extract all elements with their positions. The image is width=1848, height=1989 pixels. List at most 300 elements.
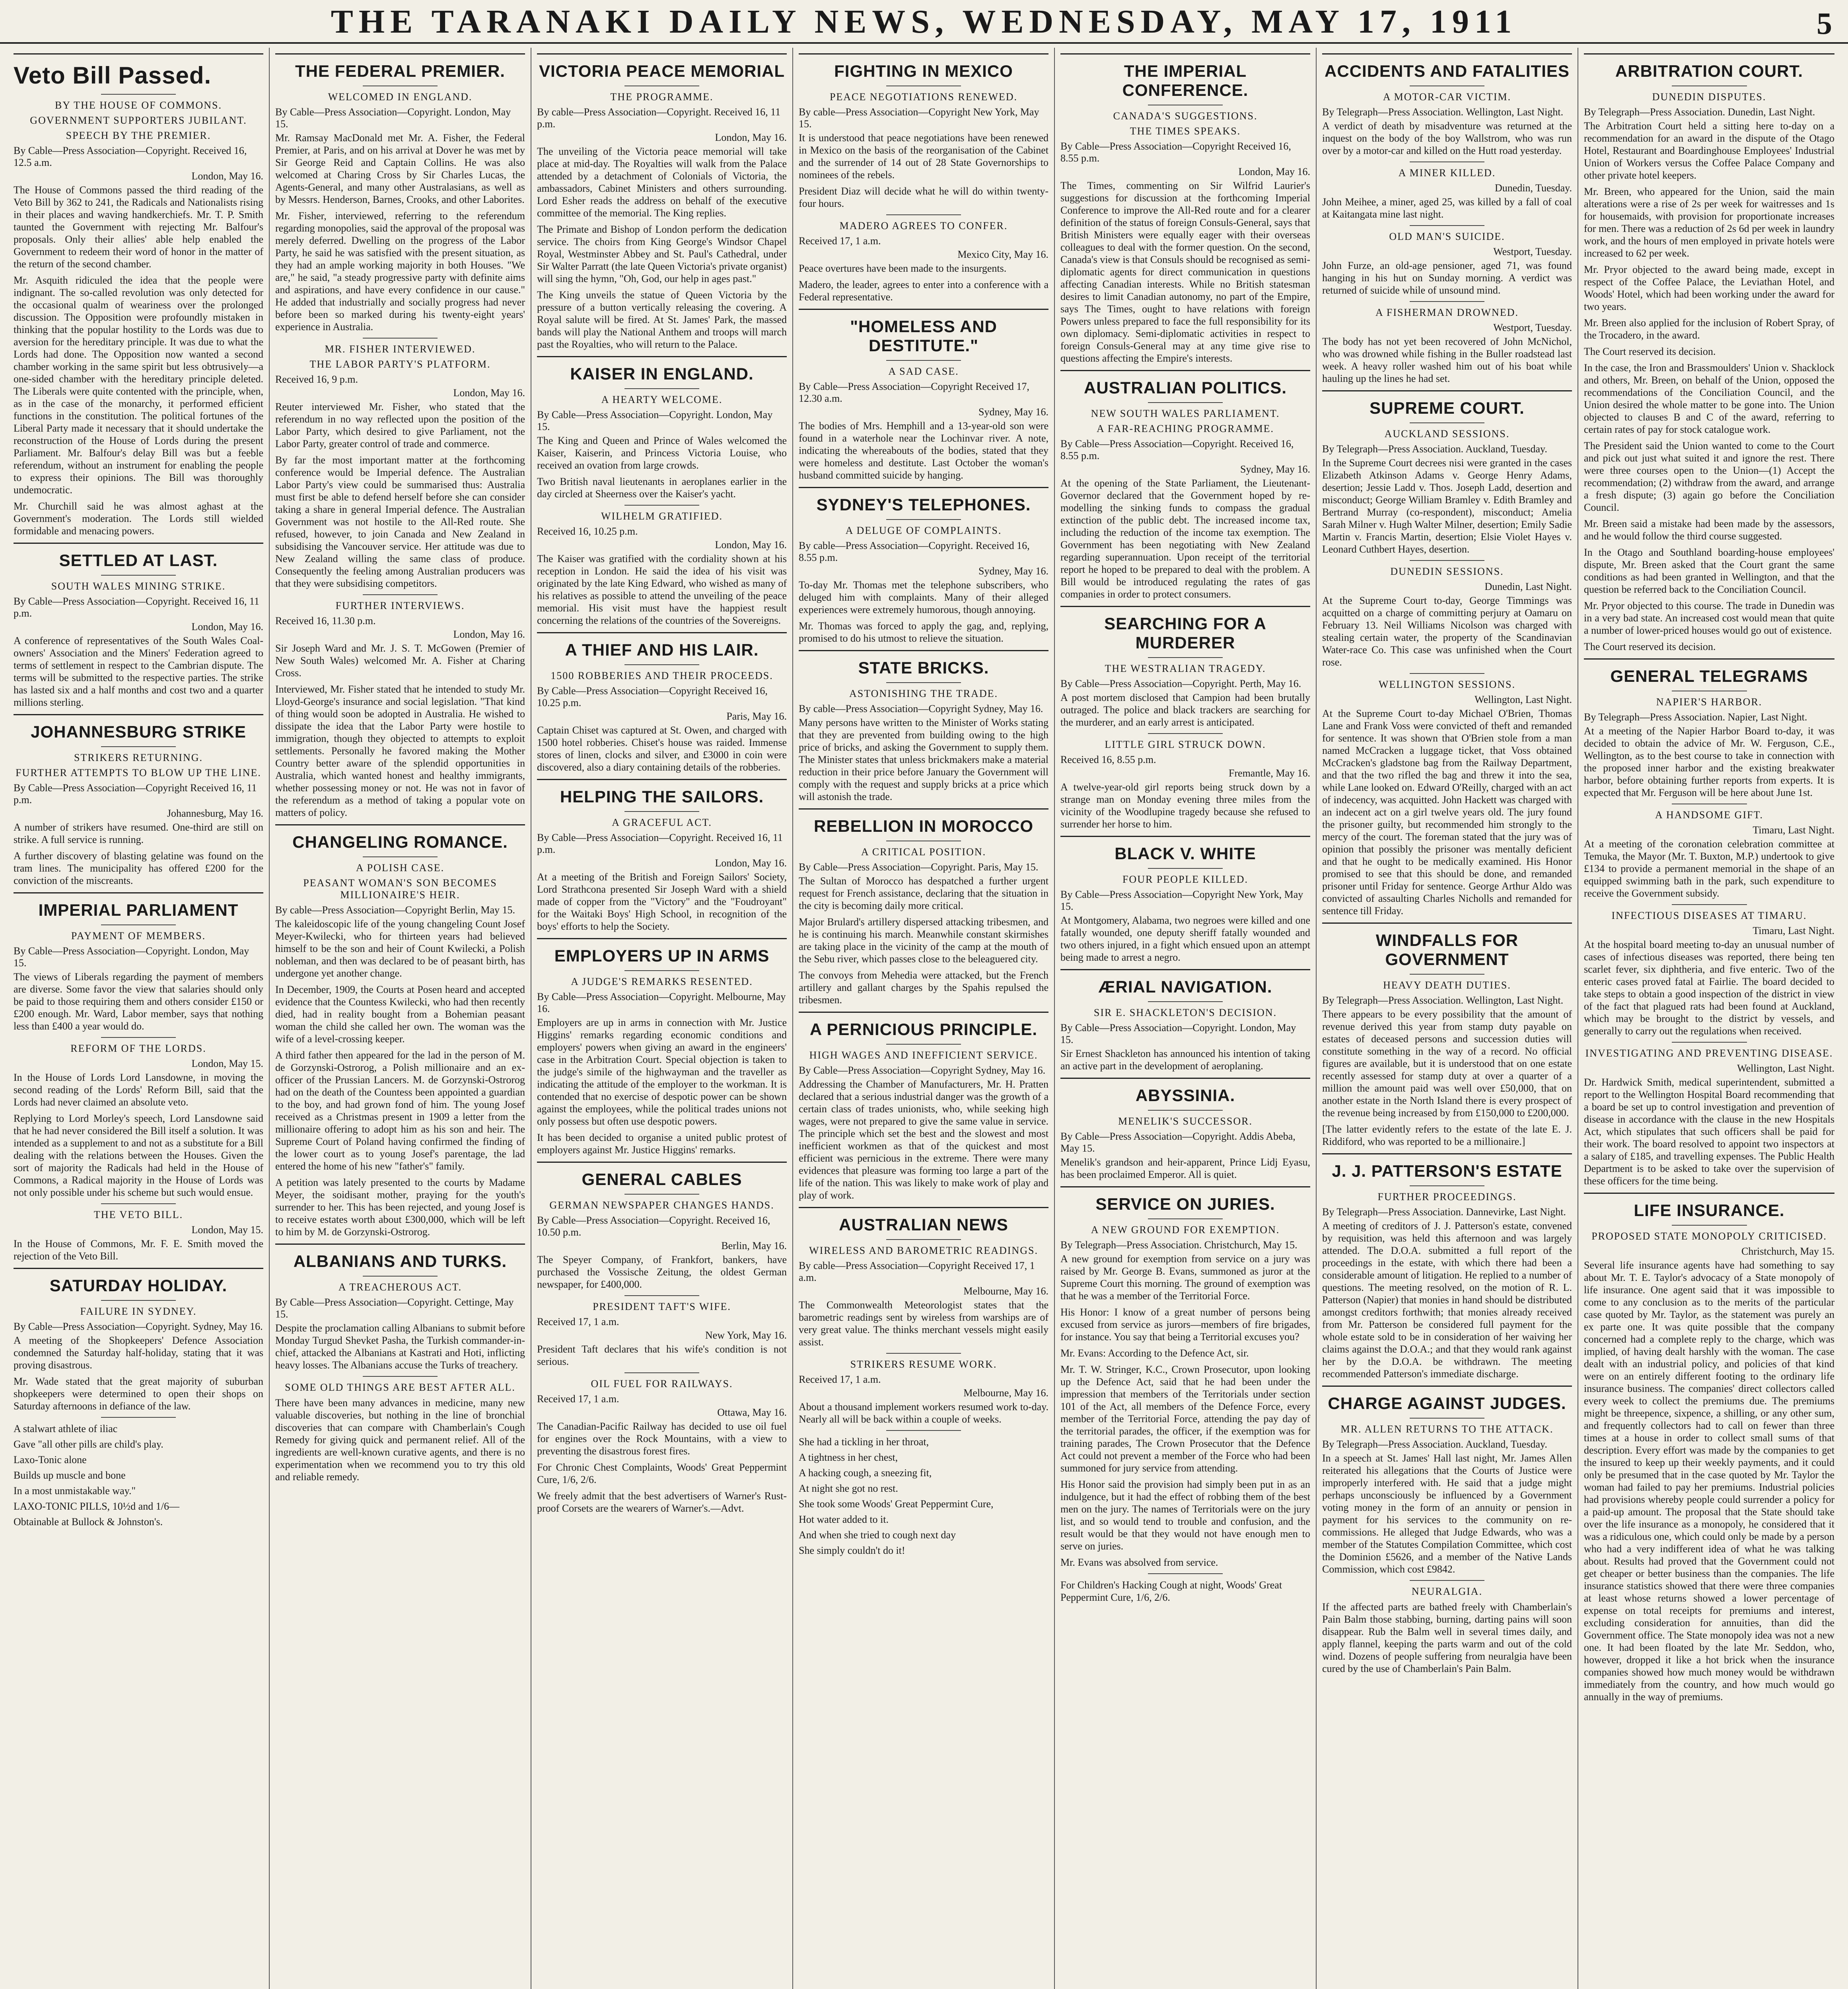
article-headline: SUPREME COURT. (1369, 399, 1525, 417)
section-rule (1322, 390, 1572, 391)
article (14, 53, 263, 537)
article-headline: IMPERIAL PARLIAMENT (38, 901, 239, 919)
advert-line: Hot water added to it. (799, 1514, 889, 1525)
article-dateline: By Cable—Press Association—Copyright. London, May 15. (1060, 1022, 1296, 1045)
article (1584, 658, 1834, 799)
article-place-date: Timaru, Last Night. (1753, 925, 1834, 936)
masthead (0, 0, 1848, 44)
article-subheading: HEAVY DEATH DUTIES. (1383, 979, 1511, 991)
article-headline: AUSTRALIAN NEWS (839, 1215, 1008, 1234)
subsection-rule (886, 214, 961, 215)
article-paragraph: Mr. Breen, who appeared for the Union, said the main alterations were a rise of 2s per week for waitresses and 1s for housemaids, with provision for proportionate increases for men. There was a reduction of 2s 6d per week in laundry work, and the hours of men employed in private hotels were increased to 62 per week. (1584, 186, 1834, 259)
article (537, 53, 787, 350)
column (1578, 48, 1840, 1989)
subsection-rule (363, 594, 438, 595)
article-paragraph: It has been decided to organise a united public protest of employers against Mr. Justice Higgins' remarks. (537, 1132, 787, 1156)
headline-rule (886, 1239, 961, 1240)
article-headline: A PERNICIOUS PRINCIPLE. (809, 1020, 1038, 1039)
article-paragraph: By far the most important matter at the forthcoming conference would be Imperial defence. The Australian Labor Party's view could be summarised thus: Australia must first be able to defend herself before she can consider taking a share in general Imperial defence. The Australian Government was not hostile to the All-Red route. She refused, however, to join Canada and New Zealand in subsidising the Vancouver service. Her attitude was due to New Zealand willing the same class of produce. Consequently the feeling among Australian producers was that they were subsidising competitors. (275, 454, 525, 589)
article-headline: CHANGELING ROMANCE. (292, 833, 508, 851)
article-paragraph: Mr. Breen said a mistake had been made by the assessors, and he would follow the third course suggested. (1584, 518, 1834, 542)
article-subheading: FURTHER PROCEEDINGS. (1377, 1191, 1517, 1203)
article-subheading: A POLISH CASE. (356, 862, 445, 874)
section-rule (14, 892, 263, 893)
article-headline: FIGHTING IN MEXICO (834, 62, 1013, 80)
article-subheading: BY THE HOUSE OF COMMONS. (55, 99, 222, 111)
article (1322, 225, 1572, 296)
article-dateline: By Cable—Press Association—Copyright. Received 16, 11 p.m. (537, 832, 783, 855)
advert-line: Obtainable at Bullock & Johnston's. (14, 1516, 163, 1528)
article-subheading: MR. FISHER INTERVIEWED. (325, 343, 476, 355)
subsection-rule (101, 1203, 176, 1204)
article-dateline: By Cable—Press Association—Copyright. Melbourne, May 16. (537, 991, 786, 1014)
article-dateline: By Cable—Press Association—Copyright. Paris, May 15. (799, 861, 1039, 873)
article-paragraph: Mr. Evans: According to the Defence Act, sir. (1060, 1347, 1249, 1359)
article-dateline: By cable—Press Association—Copyright Berlin, May 15. (275, 904, 515, 916)
article-place-date: London, May 15. (191, 1224, 263, 1236)
article-paragraph: The Kaiser was gratified with the cordiality shown at his reception in London. He said the idea of his visit was originated by the late King Edward, who wished as many of his relatives as possible to attend the unveiling of the peace memorial. His visit must have the happiest result concerning the relations of the countries of the Sovereigns. (537, 553, 787, 626)
article-paragraph: Sir Joseph Ward and Mr. J. S. T. McGowen (Premier of New South Wales) welcomed Mr. A. Fisher at Charing Cross. (275, 642, 525, 679)
article-subheading: A FISHERMAN DROWNED. (1375, 307, 1519, 318)
article-paragraph: A petition was lately presented to the courts by Madame Meyer, the soidisant mother, praying for the youth's surrender to her. This has been rejected, and young Josef is to receive estates worth about £300,000, which will be left to him by M. de Gorzynski-Ostrorog. (275, 1177, 525, 1238)
article-place-date: Paris, May 16. (726, 710, 787, 722)
article-headline: ALBANIANS AND TURKS. (293, 1252, 507, 1271)
article-subheading: DUNEDIN SESSIONS. (1390, 566, 1504, 577)
article-headline: SERVICE ON JURIES. (1095, 1195, 1275, 1213)
article-subheading: PEACE NEGOTIATIONS RENEWED. (829, 91, 1018, 103)
article-place-date: Sydney, May 16. (978, 565, 1048, 577)
article-paragraph: Mr. Asquith ridiculed the idea that the people were indignant. The so-called revolution was only detected for the occasional qualm of weariness over the prolonged discussion. The Opposition were profoundly mistaken in thinking that the popular hostility to the Lords was due to aversion for the hereditary principle. It was due to what the Lords had done. The Opposition now wanted a second chamber working in the same spirit but less obtrusively—a one-sided chamber with the hereditary principle deleted. The Liberals were quite contented with the principle, when, as in the case of the monarchy, it performed efficient functions in the constitution. The political fortunes of the Liberal Party made it necessary that it should undertake the reconstruction of the House of Lords during the present Parliament. Mr. Balfour's delay Bill was but a feeble referendum, without an instrument for enabling the people to express their opinions. The Bill was thoroughly undemocratic. (14, 274, 263, 496)
section-rule (14, 714, 263, 715)
article-headline: ÆRIAL NAVIGATION. (1098, 977, 1272, 996)
article-dateline: By Telegraph—Press Association. Wellington, Last Night. (1322, 994, 1564, 1006)
article (537, 1372, 787, 1514)
section-rule (799, 1207, 1048, 1208)
article (799, 487, 1048, 644)
article-subheading: NAPIER'S HARBOR. (1656, 696, 1762, 708)
article-subheading: LITTLE GIRL STRUCK DOWN. (1105, 739, 1266, 750)
headline-rule (1148, 1110, 1223, 1111)
article-paragraph: The Times, commenting on Sir Wilfrid Laurier's suggestions for discussion at the forthcoming Imperial Conference to improve the All-Red route and for a clearer definition of the status of foreign Consuls-General, says that British Ministers were equally eager with their overseas colleagues to deal with the former question. On the second, Canada's view is that Consuls should be recognised as semi-diplomatic agents for direct communication in questions affecting Canadian interests. While no British statesman desires to limit Canadian autonomy, no part of the Empire, says The Times, ought to have relations with foreign Powers unless prepared to face the full responsibility for its own diplomacy. Semi-diplomatic activities in respect to foreign Consuls-General may at any time give rise to questions affecting the Empire's interests. (1060, 180, 1310, 364)
article-paragraph: Mr. Pryor objected to the award being made, except in respect of the Coffee Palace, the Leviathan Hotel, and Woods' Hotel, which had been working under the award for two years. (1584, 264, 1834, 312)
column (1317, 48, 1578, 1989)
section-rule (275, 53, 525, 54)
article (799, 214, 1048, 303)
article-paragraph: Mr. T. W. Stringer, K.C., Crown Prosecutor, upon looking up the Defence Act, said that he had been under the impression that members of the Territorials under section 101 of the Act, all members of the Defence Force, every member of the Territorial Force, attending the pay day of the territorial parades, the officer, if the exemption was for training parades, The Crown Prosecutor that the Defence Act could not prevent a member of the Force who had been summoned for jury service from attending. (1060, 1364, 1310, 1474)
article (1060, 370, 1310, 600)
article-subheading: PAYMENT OF MEMBERS. (71, 930, 206, 942)
subsection-rule (1672, 904, 1747, 905)
article (14, 1037, 263, 1199)
section-rule (1060, 836, 1310, 837)
article-paragraph: Replying to Lord Morley's speech, Lord Lansdowne said that he had never considered the Bill itself a solution. It was intended as a supplement to and not as a substitute for a Bill dealing with the relations between the Houses. Given the sort of majority the Radicals had held in the House of Commons, a Radical majority in the House of Lords was not only possible under his scheme but such would ensue. (14, 1113, 263, 1198)
headline-rule (624, 970, 699, 971)
article-headline: EMPLOYERS UP IN ARMS (554, 946, 770, 965)
article-headline: SYDNEY'S TELEPHONES. (816, 495, 1031, 514)
article-paragraph: Addressing the Chamber of Manufacturers, Mr. H. Pratten declared that a serious industrial danger was the growth of a certain class of trades unionists, who, while seeking high wages, were not prepared to give the same value in service. The principle which set the best and the slowest and most inefficient workmen as that of the quickest and most efficient was pernicious in the extreme. There were many evidences that pleasure was forming too large a part of the life of the nation. This was likely to make work of play and play of work. (799, 1078, 1048, 1201)
section-rule (799, 487, 1048, 488)
article-headline: SATURDAY HOLIDAY. (49, 1276, 228, 1295)
article-place-date: New York, May 16. (705, 1329, 787, 1341)
page-number: 5 (1817, 6, 1832, 41)
advert-line: She simply couldn't do it! (799, 1545, 905, 1556)
article (1060, 606, 1310, 728)
headline-rule (1148, 868, 1223, 869)
article (1060, 53, 1310, 364)
article (537, 356, 787, 500)
article-paragraph: At Montgomery, Alabama, two negroes were killed and one fatally wounded, one deputy sheriff fatally wounded and two others injured, in a fight which ensued upon an attempt being made to arrest a negro. (1060, 915, 1310, 963)
headline-rule (624, 1194, 699, 1195)
article-place-date: London, May 16. (715, 539, 787, 551)
article-subheading: A HANDSOME GIFT. (1655, 809, 1764, 821)
article-place-date: Wellington, Last Night. (1475, 694, 1572, 705)
advert-line: A stalwart athlete of iliac (14, 1423, 118, 1434)
article-dateline: Received 17, 1 a.m. (537, 1316, 619, 1327)
headline-rule (101, 924, 176, 925)
article-subheading: A SAD CASE. (888, 366, 959, 377)
article-place-date: Westport, Tuesday. (1493, 246, 1572, 257)
article-dateline: By Cable—Press Association—Copyright. Received 16, 10.50 p.m. (537, 1214, 770, 1238)
headline-rule (1148, 402, 1223, 403)
article-paragraph: The unveiling of the Victoria peace memorial will take place at mid-day. The Royalties will walk from the Palace attended by a detachment of Colonials of Victoria, the ambassadors, Cabinet Ministers and others surrounding. Lord Esher reads the address on behalf of the executive committee of the memorial. The King replies. (537, 146, 787, 219)
article-dateline: Received 17, 1 a.m. (799, 1374, 881, 1385)
article (1322, 922, 1572, 1148)
article-paragraph: In the House of Commons, Mr. F. E. Smith moved the rejection of the Veto Bill. (14, 1238, 263, 1262)
advert-line: She had a tickling in her throat, (799, 1436, 929, 1448)
article-paragraph: A third father then appeared for the lad in the person of M. de Gorzynski-Ostrorog, a Polish millionaire and an ex-officer of the Prussian Lancers. M. de Gorzynski-Ostrorog had on the death of the Countess been appointed a guardian to the boy, and had grown fond of him. The young Josef received as a Christmas present in 1909 a letter from the millionaire offering to adopt him as his son and heir. The Supreme Court of Poland having confirmed the finding of the lower court as to young Josef's parentage, the lad entered the home of his new "father's" family. (275, 1049, 525, 1172)
section-rule (799, 808, 1048, 810)
article-dateline: By Cable—Press Association—Copyright. Sydney, May 16. (14, 1321, 263, 1332)
article-place-date: Dunedin, Last Night. (1484, 581, 1572, 592)
article-paragraph: At the hospital board meeting to-day an unusual number of cases of infectious diseases was reported, there being ten scarlet fever, six diphtheria, and five enteric. Two of the enteric cases proved fatal at Fairlie. The board decided to take steps to obtain a good inspection of the district in view of the fact that plagued rats had been found at Auckland, which may be brought to the district by vessels, and generally to carry out the regulations when received. (1584, 939, 1834, 1037)
headline-rule (101, 94, 176, 95)
article-headline: LIFE INSURANCE. (1634, 1201, 1785, 1220)
article-paragraph: Madero, the leader, agrees to enter into a conference with a Federal representative. (799, 279, 1048, 303)
article-paragraph: A meeting of creditors of J. J. Patterson's estate, convened by requisition, was held this afternoon and was largely attended. The D.O.A. submitted a full report of the proceedings in the estate, with which there had been a considerable amount of litigation. He replied to a number of questions. The meeting resolved, on the motion of R. L. Patterson (Napier) that monies in hand should be distributed amongst creditors forthwith; that monies already received from Mr. Patterson be considered full payment for the whole estate sold to be in consideration of her waiving her claims against the D.O.A.; and that they would rank against her by the D.O.A. be withdrawn. The meeting recommended Patterson's immediate discharge. (1322, 1220, 1572, 1380)
subsection-rule (624, 1295, 699, 1296)
article-dateline: By cable—Press Association—Copyright. Received 16, 11 p.m. (537, 106, 781, 130)
article-paragraph: The views of Liberals regarding the payment of members are diverse. Some favor the view that salaries should only be paid to those requiring them and others consider £150 or £200 enough. Mr. Ward, Labor member, says that nothing less than £400 a year would do. (14, 971, 263, 1032)
article (537, 505, 787, 627)
article (275, 594, 525, 819)
article-place-date: London, May 16. (715, 857, 787, 869)
article-headline: STATE BRICKS. (858, 658, 989, 677)
article-subheading: THE LABOR PARTY'S PLATFORM. (309, 358, 491, 370)
article-paragraph: In December, 1909, the Courts at Posen heard and accepted evidence that the Countess Kwilecki, who had then recently died, had in reality bought from a Bohemian peasant woman the child she called her own. The woman was the wife of a level-crossing keeper. (275, 984, 525, 1045)
article-headline: Veto Bill Passed. (14, 62, 212, 89)
article-paragraph: Mr. Pryor objected to this course. The trade in Dunedin was in a very bad state. An increased cost would mean that quite a number of lower-priced houses would go out of existence. (1584, 600, 1834, 636)
article-subheading: A CRITICAL POSITION. (861, 846, 986, 858)
article (799, 53, 1048, 210)
section-rule (537, 779, 787, 780)
article-paragraph: The Court reserved its decision. (1584, 346, 1716, 357)
article-subheading: WELLINGTON SESSIONS. (1378, 679, 1516, 690)
article-paragraph: The kaleidoscopic life of the young changeling Count Josef Meyer-Kwilecki, who for thirteen years had believed himself to be the son and heir of Count Kwilecki, a Polish nobleman, and then was declared to be of peasant birth, has undergone yet another change. (275, 918, 525, 979)
article-headline: SETTLED AT LAST. (59, 551, 218, 570)
section-rule (1060, 53, 1310, 54)
headline-rule (363, 1276, 438, 1277)
article (1322, 53, 1572, 157)
article-paragraph: Despite the proclamation calling Albanians to submit before Monday Turgud Shevket Pasha, the Turkish commander-in-chief, attacked the Albanians at Kastrati and Hoti, inflicting heavy losses. The Albanians accuse the Turks of treachery. (275, 1322, 525, 1371)
advert-line: LAXO-TONIC PILLS, 10½d and 1/6— (14, 1501, 179, 1512)
article-headline: BLACK V. WHITE (1115, 844, 1256, 863)
article-dateline: By Cable—Press Association—Copyright. London, May 15. (537, 409, 773, 432)
column (793, 48, 1055, 1989)
section-rule (14, 1268, 263, 1269)
columns-container (8, 48, 1840, 1989)
article-dateline: By Cable—Press Association—Copyright. London, May 15. (275, 106, 511, 130)
article-dateline: By Cable—Press Association—Copyright. Cettinge, May 15. (275, 1296, 514, 1320)
article (14, 1203, 263, 1262)
article-paragraph: About a thousand implement workers resumed work to-day. Nearly all will be back within a couple of weeks. (799, 1401, 1048, 1425)
article-subheading: AUCKLAND SESSIONS. (1384, 428, 1510, 440)
article-dateline: By cable—Press Association—Copyright Received 17, 1 a.m. (799, 1260, 1035, 1283)
article-paragraph: If the affected parts are bathed freely with Chamberlain's Pain Balm those stabbing, burning, darting pains will soon disappear. Rub the Balm well in several times daily, and apply flannel, keeping the parts warm and out of the cold wind. Dozens of people suffering from neuralgia have been cured by the use of Chamberlain's Pain Balm. (1322, 1601, 1572, 1674)
section-rule (1060, 1078, 1310, 1079)
article-subheading: REFORM OF THE LORDS. (70, 1043, 206, 1054)
advert-line: A tightness in her chest, (799, 1452, 898, 1463)
article-paragraph: A number of strikers have resumed. One-third are still on strike. A full service is running. (14, 821, 263, 845)
section-rule (799, 650, 1048, 651)
article-paragraph: At a meeting of the British and Foreign Sailors' Society, Lord Strathcona presented Sir Joseph Ward with a shield made of copper from the "Victory" and the "Foudroyant" for the Waitaki Boys' High School, in recognition of the boys' efforts to help the Society. (537, 871, 787, 932)
article-headline: ARBITRATION COURT. (1615, 62, 1803, 80)
section-rule (1584, 658, 1834, 660)
advert-line: Laxo-Tonic alone (14, 1454, 87, 1465)
article (1060, 1078, 1310, 1181)
article-paragraph: Captain Chiset was captured at St. Owen, and charged with 1500 hotel robberies. Chiset's house was raided. Immense stores of linen, clocks and silver, and £3000 in coin were discovered, also a diary containing details of the robberies. (537, 724, 787, 773)
article (1584, 1193, 1834, 1703)
subsection-rule (363, 1376, 438, 1377)
article-paragraph: At a meeting of the coronation celebration committee at Temuka, the Mayor (Mr. T. Buxton, M.P.) undertook to give £134 to provide a permanent memorial in the shape of an equipped swimming bath in the park, such expenditure to receive the Government subsidy. (1584, 838, 1834, 899)
article-place-date: Johannesburg, May 16. (167, 808, 263, 819)
article-headline: AUSTRALIAN POLITICS. (1084, 378, 1287, 397)
article (1322, 673, 1572, 917)
article-dateline: By cable—Press Association—Copyright New York, May 15. (799, 106, 1039, 130)
article-paragraph: In the Otago and Southland boarding-house employees' dispute, Mr. Breen asked that the Court grant the same conditions as had been granted in Wellington, and that the question be referred back to the Conciliation Council. (1584, 547, 1834, 595)
article-paragraph: The Primate and Bishop of London perform the dedication service. The choirs from King George's Windsor Chapel Royal, Westminster Abbey and St. Paul's Cathedral, under Sir Walter Parratt (the late Queen Victoria's private organist) will sing the hymn, "Oh, God, our help in ages past." (537, 224, 787, 284)
article-subheading: A TREACHEROUS ACT. (338, 1281, 462, 1293)
article-paragraph: At a meeting of the Napier Harbor Board to-day, it was decided to obtain the advice of Mr. W. Ferguson, C.E., Wellington, as to the best course to take in connection with the proposed inner harbor and the existing breakwater harbor, before obtaining further reports from experts. It is expected that Mr. Ferguson will be here about June 1st. (1584, 725, 1834, 798)
article-paragraph: Major Brulard's artillery dispersed attacking tribesmen, and he is continuing his march. Meanwhile constant skirmishes are taking place in the vicinity of the camp at the mouth of the Sebu river, which passes close to the beleaguered city. (799, 916, 1048, 965)
article (1322, 301, 1572, 385)
article (14, 714, 263, 887)
article-place-date: London, May 15. (191, 1058, 263, 1069)
article-dateline: By Cable—Press Association—Copyright. Perth, May 16. (1060, 678, 1301, 689)
article (799, 808, 1048, 1006)
article-paragraph: Mr. Breen also applied for the inclusion of Robert Spray, of the Trocadero, in the award. (1584, 317, 1834, 341)
headline-rule (1672, 1225, 1747, 1226)
article (1060, 733, 1310, 830)
article-dateline: Received 16, 10.25 p.m. (537, 525, 638, 537)
article-dateline: Received 16, 9 p.m. (275, 374, 358, 385)
article-paragraph: The Court reserved its decision. (1584, 641, 1716, 652)
article-subheading: MADERO AGREES TO CONFER. (839, 220, 1008, 232)
article-headline: REBELLION IN MOROCCO (814, 817, 1033, 835)
article-paragraph: President Diaz will decide what he will do within twenty-four hours. (799, 185, 1048, 209)
subsection-rule (1672, 1042, 1747, 1043)
article-paragraph: Interviewed, Mr. Fisher stated that he intended to study Mr. Lloyd-George's insurance and social legislation. "That kind of thing would soon be adopted in Australia. He wished to dissipate the idea that the Labor Party were hostile to immigration, though they objected to attempts to exploit settlements. Personally he favored making the Mother Country better aware of the splendid opportunities in Australia, which wanted honest and healthy immigrants, whether possessing money or not. He was not in favor of the referendum as a method of taking a popular vote on matters of policy. (275, 683, 525, 818)
headline-rule (363, 856, 438, 857)
article-place-date: Fremantle, May 16. (1228, 767, 1310, 779)
article-subheading: A MOTOR-CAR VICTIM. (1383, 91, 1511, 103)
section-rule (537, 356, 787, 357)
article (1584, 1042, 1834, 1187)
article-paragraph: It is understood that peace negotiations have been renewed in Mexico on the basis of the reorganisation of the Cabinet and the surrender of 14 out of 28 State Governorships to nominees of the rebels. (799, 132, 1048, 181)
article (275, 53, 525, 333)
article-paragraph: In the Supreme Court decrees nisi were granted in the cases Elizabeth Atkinson Adams v. George Henry Adams, desertion; Jessie Ladd v. Thos. Joseph Ladd, desertion and misconduct; George William Bramley v. Edith Bramley and Bertrand Murray (co-respondent), misconduct; Amelia Sarah Milner v. Hugh Walter Milner, desertion; Emily Sadie Martin v. Francis Martin, desertion; Elsie Violet Hayes v. Leonard Cuthbert Hayes, desertion. (1322, 457, 1572, 555)
article-paragraph: At the opening of the State Parliament, the Lieutenant-Governor declared that the Government hoped by re-modelling the sinking funds to compass the gradual extinction of the public debt. The increased income tax, including the reduction of the income tax exemption. The Government has been negotiating with New Zealand regarding superannuation. Upon receipt of the territorial report he hoped to be prepared to deal with the problem. A Bill would be introduced regulating the rates of gas companies in order to protect consumers. (1060, 477, 1310, 600)
subsection-rule (363, 338, 438, 339)
subsection-rule (1410, 301, 1484, 302)
section-rule (537, 53, 787, 54)
article-subheading: THE WESTRALIAN TRAGEDY. (1105, 663, 1266, 674)
headline-rule (624, 664, 699, 665)
newspaper-title: THE TARANAKI DAILY NEWS, WEDNESDAY, MAY 17, 1911 (331, 3, 1517, 40)
headline-rule (1410, 422, 1484, 423)
headline-rule (624, 811, 699, 812)
headline-rule (1148, 657, 1223, 658)
article-subheading: INVESTIGATING AND PREVENTING DISEASE. (1585, 1047, 1833, 1059)
article-paragraph: Mr. Evans was absolved from service. (1060, 1557, 1218, 1568)
column (531, 48, 793, 1989)
article-subheading: OLD MAN'S SUICIDE. (1389, 231, 1505, 242)
article-subheading: FURTHER ATTEMPTS TO BLOW UP THE LINE. (16, 767, 261, 778)
article-headline: J. J. PATTERSON'S ESTATE (1332, 1162, 1562, 1180)
article-subheading: WILHELM GRATIFIED. (601, 510, 723, 522)
advert-line: For Children's Hacking Cough at night, Woods' Great Peppermint Cure, 1/6, 2/6. (1060, 1579, 1282, 1603)
advert-line: She took some Woods' Great Peppermint Cure, (799, 1498, 994, 1510)
article-subheading: THE PROGRAMME. (610, 91, 714, 103)
advert-line: Gave "all other pills are child's play. (14, 1438, 163, 1450)
article (1584, 804, 1834, 899)
article-place-date: Mexico City, May 16. (957, 249, 1048, 260)
subsection-rule (624, 505, 699, 506)
article-headline: SEARCHING FOR A MURDERER (1104, 614, 1266, 652)
article-subheading: HIGH WAGES AND INEFFICIENT SERVICE. (809, 1049, 1038, 1061)
article-paragraph: Dr. Hardwick Smith, medical superintendent, submitted a report to the Wellington Hospital Board recommending that a board be set up to control investigation and prevention of disease in accordance with the clause in the new Hospitals Act, which stipulates that such officers shall be paid for their work. The board resolved to appoint two inspectors at a salary of £185, and travelling expenses. The Public Health Department is to be asked to take over the supervision of these officers for the time being. (1584, 1076, 1834, 1187)
article-subheading: FOUR PEOPLE KILLED. (1122, 874, 1249, 885)
article-place-date: Christchurch, May 15. (1741, 1246, 1834, 1257)
article-paragraph: Several life insurance agents have had something to say about Mr. T. E. Taylor's advocacy of a State monopoly of life insurance. One agent said that it was impossible to come to any conclusion as to the merits of the particular case quoted by Mr. Taylor, as the statement was purely an ex parte one. It was quite possible that the company concerned had a complete reply to the charge, which was implied, of having dealt harshly with the woman. The case dealt with an industrial policy, and policies of that kind were on an entirely different footing to the ordinary life insurance business. The companies' direct collectors called every week to collect the premiums due. The premiums might be threepence, sixpence, a shilling, or any other sum, and frequently collectors had to call on fewer than three times at a house in order to collect small sums of that description. Every effort was made by the companies to get the insured to keep up their weekly payments, and it could only be presumed that in the case quoted by Mr. Taylor the woman had failed to pay her premiums. Industrial policies had provisions whereby people could surrender a policy for a paid-up amount. The proposal that the State should take over the life insurance as a monopoly, he considered that it was a ridiculous one, which could only be made by a person who had a very indifferent idea of what he was talking about. Results had proved that the Government could not get cheaper or better business than the companies. The life insurance statistics showed that there were three companies at least whose returns showed a lower percentage of expense on total receipts for premiums and interest, excluding consideration for annuities, than did the Government office. The State monopoly idea was not a new one. It had been floated by the late Mr. Seddon, who, however, dropped it like a hot brick when the insurance companies showed how much money would be withdrawn immediately from the country, and how much would go annually in the way of premiums. (1584, 1259, 1834, 1703)
section-rule (1584, 1193, 1834, 1194)
headline-rule (101, 575, 176, 576)
article (1060, 1186, 1310, 1569)
article-headline: THE IMPERIAL CONFERENCE. (1122, 62, 1249, 99)
article-subheading: ASTONISHING THE TRADE. (849, 688, 998, 699)
article (14, 1268, 263, 1412)
subsection-rule (1410, 225, 1484, 226)
article-paragraph: In a speech at St. James' Hall last night, Mr. James Allen reiterated his allegations that the Courts of Justice were improperly interfered with. He said that a judge might perhaps unconsciously be influenced by a Government voting money in the form of an annuity or pension in payment for his services to the community on re-commissions. He alleged that Judge Edwards, who was a member of the Statutes Compilation Committee, which cost the Dominion £5626, and a member of the Native Lands Commission, which cost £9842. (1322, 1452, 1572, 1575)
article-dateline: By Cable—Press Association—Copyright Received 17, 12.30 a.m. (799, 381, 1029, 404)
article (275, 338, 525, 590)
article-subheading: A FAR-REACHING PROGRAMME. (1096, 423, 1274, 434)
section-rule (1060, 1186, 1310, 1187)
section-rule (275, 1244, 525, 1245)
article-paragraph: In the case, the Iron and Brassmoulders' Union v. Shacklock and others, Mr. Breen, on behalf of the Union, opposed the recommendations of the Conciliation Council, and the Union desired the whole matter to be gone into. The Union objected to clauses B and C of the award, referring to certain rates of pay for stock catalogue work. (1584, 362, 1834, 435)
article-subheading: SOUTH WALES MINING STRIKE. (51, 580, 226, 592)
article-paragraph: John Meihee, a miner, aged 25, was killed by a fall of coal at Kaitangata mine last night. (1322, 196, 1572, 220)
article-place-date: Melbourne, May 16. (963, 1387, 1048, 1399)
article-dateline: By Cable—Press Association—Copyright Received 16, 10.25 p.m. (537, 685, 768, 708)
headline-rule (886, 360, 961, 361)
advert-line: A hacking cough, a sneezing fit, (799, 1467, 932, 1479)
article (1584, 904, 1834, 1037)
article (1322, 1153, 1572, 1380)
article-paragraph: In the House of Lords Lord Lansdowne, in moving the second reading of the Lords' Reform Bill, said that the Lords had never claimed an absolute veto. (14, 1072, 263, 1108)
article-dateline: By Telegraph—Press Association. Dannevirke, Last Night. (1322, 1206, 1566, 1218)
article-subheading: SIR E. SHACKLETON'S DECISION. (1093, 1007, 1277, 1018)
article-place-date: London, May 16. (191, 170, 263, 182)
article-dateline: By Telegraph—Press Association. Christchurch, May 15. (1060, 1239, 1297, 1251)
article-paragraph: Mr. Ramsay MacDonald met Mr. A. Fisher, the Federal Premier, at Paris, and on his arrival at Dover he was met by Sir George Reid and Captain Collins. He was also welcomed at Charing Cross by Sir Charles Lucas, the Agents-General, and many other Australasians, as well as by Messrs. Henderson, Barnes, Crooks, and other Laborites. (275, 132, 525, 205)
headline-rule (1148, 1001, 1223, 1002)
headline-rule (101, 1300, 176, 1301)
article-paragraph: The Sultan of Morocco has despatched a further urgent request for French assistance, declaring that the situation in the city is becoming daily more critical. (799, 875, 1048, 911)
article (799, 309, 1048, 481)
article-dateline: By Cable—Press Association—Copyright. Received 16, 11 p.m. (14, 596, 259, 619)
section-rule (1584, 53, 1834, 54)
article-dateline: By Cable—Press Association—Copyright. Received 16, 8.55 p.m. (1060, 438, 1294, 461)
article-paragraph: The Canadian-Pacific Railway has decided to use oil fuel for engines over the Rock Mountains, with a view to preventing the disastrous forest fires. (537, 1421, 787, 1457)
section-rule (799, 53, 1048, 54)
section-rule (537, 938, 787, 939)
section-rule (1322, 1153, 1572, 1154)
section-rule (799, 309, 1048, 310)
section-rule (1322, 1386, 1572, 1387)
article-subheading: DUNEDIN DISPUTES. (1652, 91, 1766, 103)
article-subheading: NEURALGIA. (1411, 1586, 1483, 1597)
section-rule (1060, 969, 1310, 970)
article-paragraph: To-day Mr. Thomas met the telephone subscribers, who deluged him with complaints. Many of their alleged experiences were extremely humorous, though annoying. (799, 579, 1048, 615)
article-headline: VICTORIA PEACE MEMORIAL (539, 62, 785, 80)
article (14, 543, 263, 708)
headline-rule (886, 682, 961, 683)
article-paragraph: [The latter evidently refers to the estate of the late E. J. Riddiford, who was reported to be a millionaire.] (1322, 1123, 1572, 1147)
article-paragraph: The King unveils the statue of Queen Victoria by the pressure of a button vertically releasing the covering. A Royal salute will be fired. At St. James' Park, the massed bands will play the National Anthem and troops will march past the Royalties, who will return to the Palace. (537, 289, 787, 350)
article-subheading: PROPOSED STATE MONOPOLY CRITICISED. (1591, 1230, 1827, 1242)
article-paragraph: His Honor: I know of a great number of persons being excused from service as jurors—members of fire brigades, for instance. You say that being a Territorial excuses you? (1060, 1306, 1310, 1343)
article (1584, 53, 1834, 653)
article-headline: CHARGE AGAINST JUDGES. (1328, 1394, 1566, 1413)
article-subheading: MENELIK'S SUCCESSOR. (1118, 1115, 1253, 1127)
article-paragraph: His Honor said the provision had simply been put in as an indulgence, but it had the effect of robbing them of the best men on the jury. The names of Territorials were on the jury list, and so would tend to trouble and confusion, and the result would be that they would not have enough men to serve on juries. (1060, 1479, 1310, 1552)
article-place-date: Sydney, May 16. (978, 406, 1048, 418)
article-paragraph: John Furze, an old-age pensioner, aged 71, was found hanging in his hut on Sunday morning. A verdict was returned of suicide while of unsound mind. (1322, 260, 1572, 296)
article-paragraph: Mr. Fisher, interviewed, referring to the referendum regarding monopolies, said the approval of the proposal was merely deferred. Dwelling on the progress of the Labor Party, he said he was satisfied with the present situation, as they had an ample working majority in both Houses. "We are," he said, "a steady progressive party with definite aims and aspirations, and have every confidence in our cause." He added that industrially and socially progress had never before been so marked during his twenty-eight years' experience in Australia. (275, 210, 525, 333)
article-paragraph: Many persons have written to the Minister of Works stating that they are prevented from building owing to the high price of bricks, and asking the Government to supply them. The Minister states that unless brickmakers make a material reduction in their price before January the Government will comply with the request and supply bricks at a price which will astonish the trade. (799, 717, 1048, 802)
article-paragraph: A twelve-year-old girl reports being struck down by a strange man on Monday evening three miles from the vicinity of the Woodlupine tragedy because she refused to surrender her horse to him. (1060, 781, 1310, 830)
headline-rule (886, 1044, 961, 1045)
article-subheading: STRIKERS RESUME WORK. (850, 1358, 997, 1370)
article-dateline: By Telegraph—Press Association. Auckland, Tuesday. (1322, 1438, 1547, 1450)
article-paragraph: The convoys from Mehedia were attacked, but the French artillery and gallant charges by the Spahis repulsed the tribesmen. (799, 969, 1048, 1006)
article-place-date: Melbourne, May 16. (963, 1285, 1048, 1297)
article-place-date: Wellington, Last Night. (1737, 1063, 1834, 1074)
article (275, 1376, 525, 1483)
advert-line: And when she tried to cough next day (799, 1529, 956, 1541)
section-rule (537, 1162, 787, 1163)
article-place-date: London, May 16. (1238, 166, 1310, 177)
subsection-rule (886, 1353, 961, 1354)
article-subheading: WIRELESS AND BAROMETRIC READINGS. (809, 1245, 1038, 1256)
article-subheading: OIL FUEL FOR RAILWAYS. (591, 1378, 733, 1390)
article-paragraph: Mr. Churchill said he was almost aghast at the Government's moderation. The Lords still wielded formidable and menacing powers. (14, 500, 263, 537)
article-subheading: WELCOMED IN ENGLAND. (328, 91, 473, 103)
subsection-rule (1410, 1580, 1484, 1581)
article-subheading: A NEW GROUND FOR EXEMPTION. (1091, 1224, 1280, 1236)
article-subheading: PEASANT WOMAN'S SON BECOMES MILLIONAIRE'S HEIR. (303, 877, 497, 901)
article (275, 1244, 525, 1371)
